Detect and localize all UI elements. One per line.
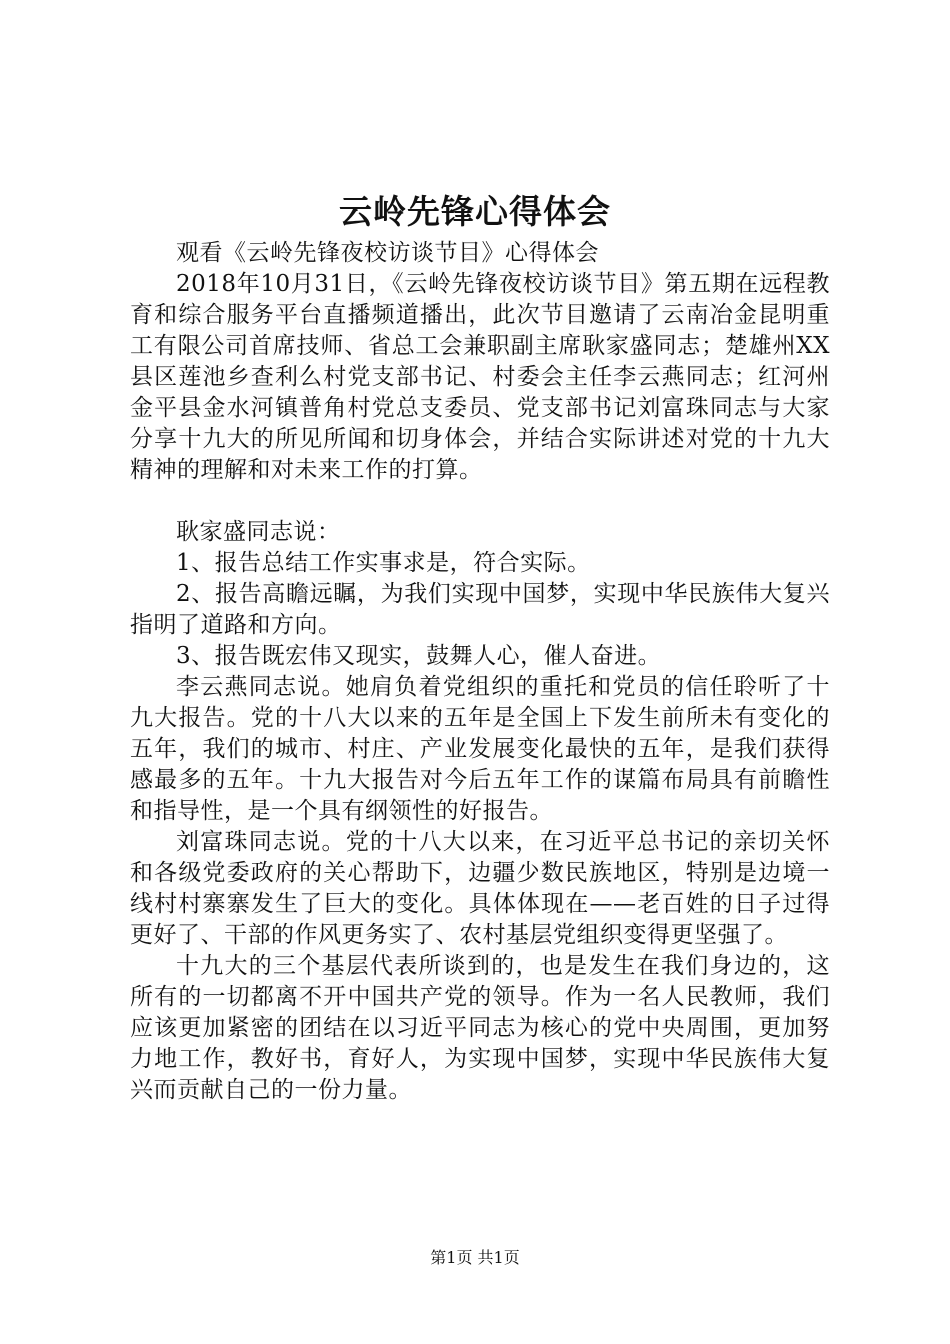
paragraph-speaker-geng: 耿家盛同志说： <box>176 519 341 545</box>
paragraph-intro: 2018年10月31日，《云岭先锋夜校访谈节目》第五期在远程教育和综合服务平台直播频道播出，此次节目邀请了云南冶金昆明重工有限公司首席技师、省总工会兼职副主席耿家盛同志；楚雄州XX县区莲池乡查利么村党支部书记、村委会主任李云燕同志；红河州金平县金水河镇普角村党总支委员、党支部书记刘富珠同志与大家分享十九大的所见所闻和切身体会，并结合实际讲述对党的十九大精神的理解和对未来工作的打算。 <box>130 271 830 483</box>
paragraph-speaker-liu: 刘富珠同志说。党的十八大以来，在习近平总书记的亲切关怀和各级党委政府的关心帮助下，边疆少数民族地区，特别是边境一线村村寨寨发生了巨大的变化。具体体现在——老百姓的日子过得更好了、干部的作风更务实了、农村基层党组织变得更坚强了。 <box>130 829 830 948</box>
paragraph-point-3: 3、报告既宏伟又现实，鼓舞人心，催人奋进。 <box>176 643 662 669</box>
page-footer: 第1页 共1页 <box>430 1248 520 1267</box>
paragraph-point-2: 2、报告高瞻远瞩，为我们实现中国梦，实现中华民族伟大复兴指明了道路和方向。 <box>130 581 830 638</box>
document-title: 云岭先锋心得体会 <box>339 192 611 231</box>
paragraph-point-1: 1、报告总结工作实事求是，符合实际。 <box>176 550 591 576</box>
paragraph-conclusion: 十九大的三个基层代表所谈到的，也是发生在我们身边的，这所有的一切都离不开中国共产党的领导。作为一名人民教师，我们应该更加紧密的团结在以习近平同志为核心的党中央周围，更加努力地工作，教好书，育好人，为实现中国梦，实现中华民族伟大复兴而贡献自己的一份力量。 <box>130 953 830 1103</box>
paragraph-speaker-li: 李云燕同志说。她肩负着党组织的重托和党员的信任聆听了十九大报告。党的十八大以来的五年是全国上下发生前所未有变化的五年，我们的城市、村庄、产业发展变化最快的五年，是我们获得感最多的五年。十九大报告对今后五年工作的谋篇布局具有前瞻性和指导性，是一个具有纲领性的好报告。 <box>130 674 830 824</box>
paragraph-subtitle: 观看《云岭先锋夜校访谈节目》心得体会 <box>176 240 599 266</box>
document-body <box>130 238 830 1106</box>
